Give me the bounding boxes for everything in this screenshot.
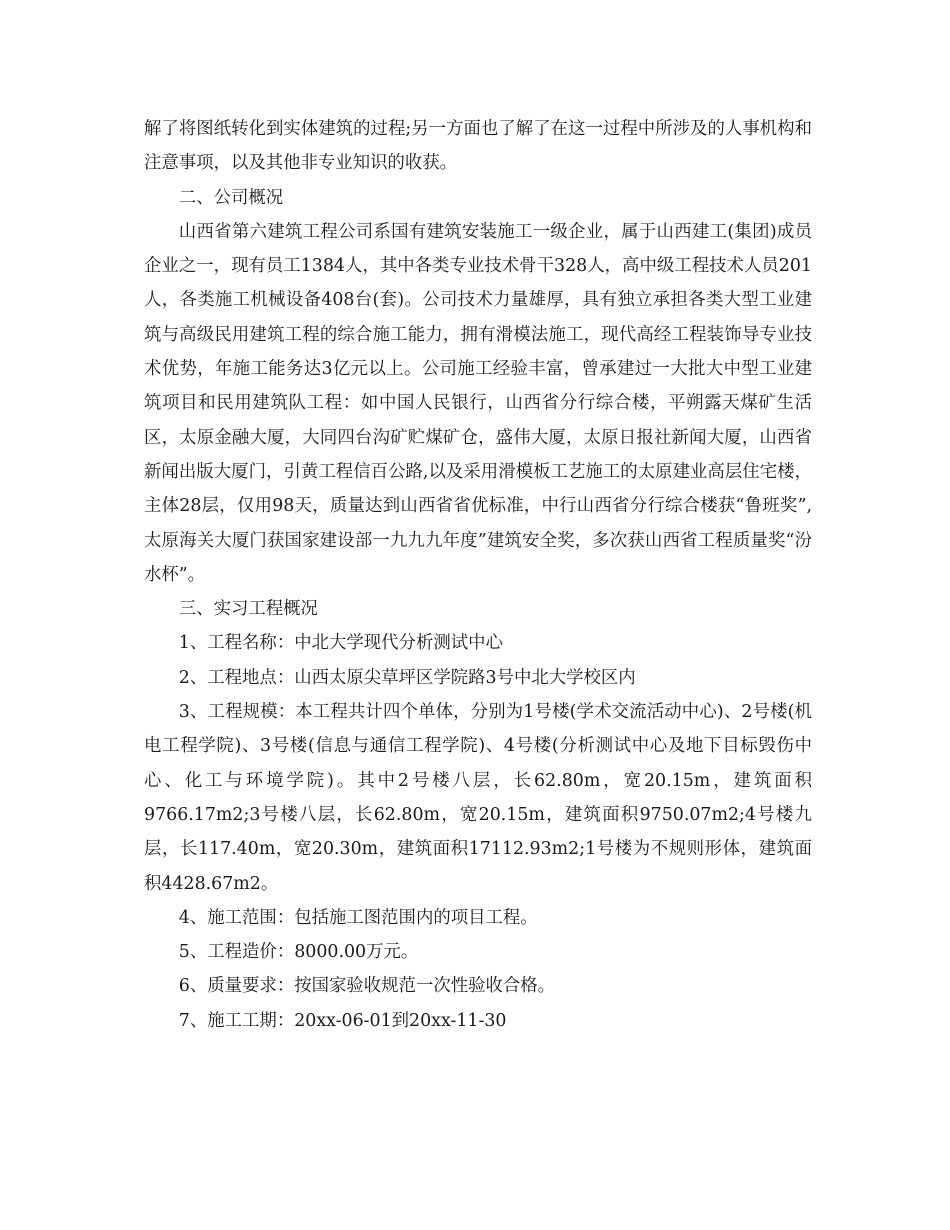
project-item-quality: 6、质量要求：按国家验收规范一次性验收合格。 xyxy=(178,976,556,997)
project-item-location: 2、工程地点：山西太原尖草坪区学院路3号中北大学校区内 xyxy=(178,667,636,688)
section-heading-project: 三、实习工程概况 xyxy=(178,599,318,620)
project-item-scope: 4、施工范围：包括施工图范围内的项目工程。 xyxy=(178,907,538,928)
company-overview-paragraph: 山西省第六建筑工程公司系国有建筑安装施工一级企业，属于山西建工(集团)成员企业之一，现有员工1384人，其中各类专业技术骨干328人，高中级工程技术人员201人，各类施工机械设备408台(套)。公司技术力量雄厚，具有独立承担各类大型工业建筑与高级民用建筑工程的综合施工能力，拥有滑模法施工，现代高经工程装饰导专业技术优势，年施工能务达3亿元以上。公司施工经验丰富，曾承建过一大批大中型工业建筑项目和民用建筑队工程：如中国人民银行，山西省分行综合楼，平朔露天煤矿生活区，太原金融大厦，大同四台沟矿贮煤矿仓，盛伟大厦，太原日报社新闻大厦，山西省新闻出版大厦门，引黄工程信百公路,以及采用滑模板工艺施工的太原建业高层住宅楼，主体28层，仅用98天，质量达到山西省省优标准，中行山西省分行综合楼获“鲁班奖”,太原海关大厦门获国家建设部一九九九年度”建筑安全奖，多次获山西省工程质量奖“汾水杯”。 xyxy=(144,221,812,585)
project-item-scale: 3、工程规模：本工程共计四个单体，分别为1号楼(学术交流活动中心)、2号楼(机电工程学院)、3号楼(信息与通信工程学院)、4号楼(分析测试中心及地下目标毁伤中心、化工与环境学院)。其中2号楼八层，长62.80m，宽20.15m，建筑面积9766.17m2;3号楼八层，长62.80m，宽20.15m，建筑面积9750.07m2;4号楼九层，长117.40m，宽20.30m，建筑面积17112.93m2;1号楼为不规则形体，建筑面积4428.67m2。 xyxy=(144,702,812,894)
document-page xyxy=(144,112,812,1038)
section-heading-company: 二、公司概况 xyxy=(178,187,284,208)
continuation-paragraph: 解了将图纸转化到实体建筑的过程;另一方面也了解了在这一过程中所涉及的人事机构和注意事项，以及其他非专业知识的收获。 xyxy=(144,119,812,174)
project-item-name: 1、工程名称：中北大学现代分析测试中心 xyxy=(178,633,503,654)
project-item-cost: 5、工程造价：8000.00万元。 xyxy=(178,942,419,963)
project-item-schedule: 7、施工工期：20xx-06-01到20xx-11-30 xyxy=(178,1010,507,1031)
